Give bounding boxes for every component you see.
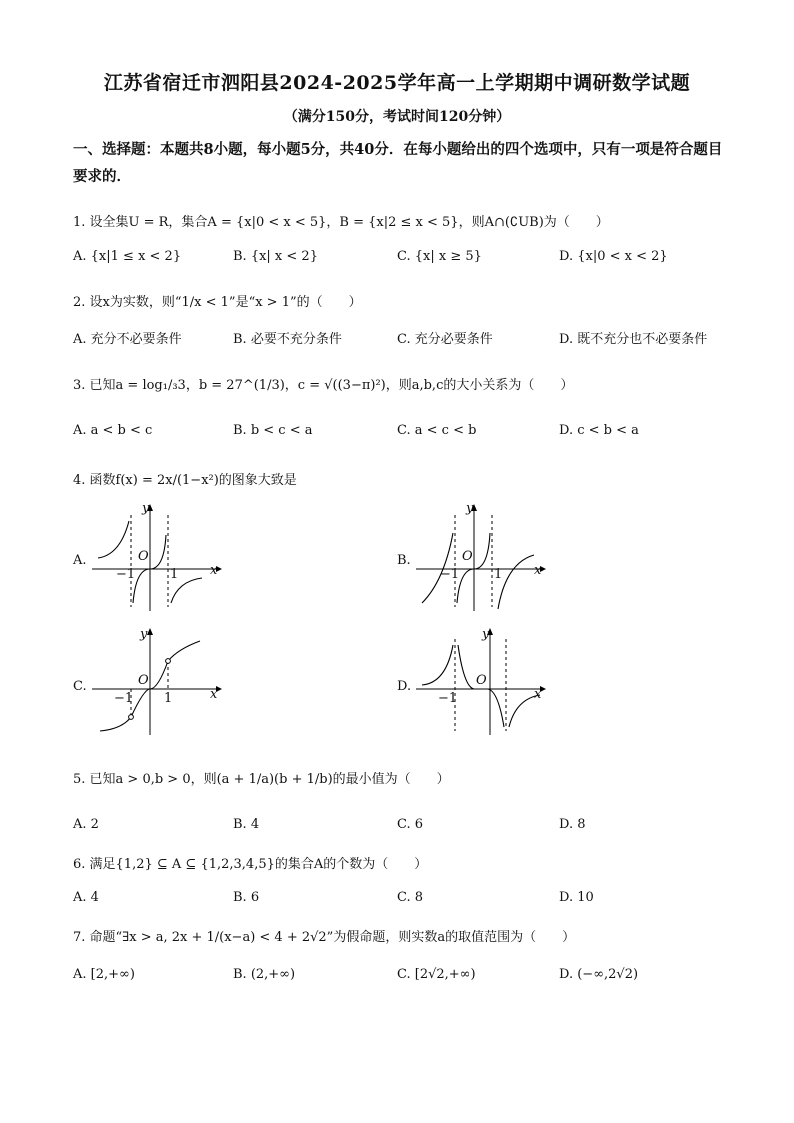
q7-option-b[interactable]: B. (2,+∞) [233,967,296,982]
q5-option-b[interactable]: B. 4 [233,817,260,832]
q3-option-d[interactable]: D. c < b < a [559,423,639,438]
graph-a-origin: O [138,549,149,564]
graph-b-pos1: 1 [494,567,503,582]
graph-b-neg1: −1 [440,567,460,582]
q2-option-a[interactable]: A. 充分不必要条件 [73,332,182,347]
graph-b-origin: O [462,549,473,564]
graph-c-origin: O [138,673,149,688]
q2-option-c[interactable]: C. 充分必要条件 [397,332,493,347]
q3-option-b[interactable]: B. b < c < a [233,423,313,438]
graph-option-a[interactable] [92,503,222,613]
graph-option-c[interactable] [92,627,222,737]
page-title: 江苏省宿迁市泗阳县2024-2025学年高一上学期期中调研数学试题 [103,72,691,94]
graph-option-d[interactable] [416,627,546,737]
section-header: 一、选择题：本题共8小题，每小题5分，共40分．在每小题给出的四个选项中，只有一项是符合题目要求的． [73,141,723,185]
graph-d-y-label: y [482,627,490,642]
question-5-stem: 5. 已知a > 0,b > 0，则(a + 1/a)(b + 1/b)的最小值为（ ） [73,772,450,787]
graph-c-pos1: 1 [164,691,173,706]
q5-option-d[interactable]: D. 8 [559,817,586,832]
q4-option-d-label[interactable]: D. [397,679,412,694]
q1-option-a[interactable]: A. {x|1 ≤ x < 2} [73,249,182,264]
q5-option-c[interactable]: C. 6 [397,817,424,832]
graph-a-pos1: 1 [170,567,179,582]
q5-option-a[interactable]: A. 2 [73,817,99,832]
graph-b-y-label: y [466,501,474,516]
q4-option-a-label[interactable]: A. [73,553,87,568]
graph-b-x-label: x [534,563,542,578]
graph-a-neg1: −1 [116,567,136,582]
question-4-stem: 4. 函数f(x) = 2x/(1−x²)的图象大致是 [73,473,297,488]
q7-option-a[interactable]: A. [2,+∞) [73,967,135,982]
q7-option-d[interactable]: D. (−∞,2√2) [559,967,639,982]
graph-d-origin: O [476,673,487,688]
question-6-stem: 6. 满足{1,2} ⊆ A ⊆ {1,2,3,4,5}的集合A的个数为（ ） [73,857,428,872]
q4-option-b-label[interactable]: B. [397,553,411,568]
graph-a-x-label: x [210,563,218,578]
graph-d-x-label: x [534,687,542,702]
q3-option-c[interactable]: C. a < c < b [397,423,477,438]
question-2-stem: 2. 设x为实数，则“1/x < 1”是“x > 1”的（ ） [73,295,362,310]
q2-option-b[interactable]: B. 必要不充分条件 [233,332,342,347]
graph-c-svg [92,627,222,737]
question-1-stem: 1. 设全集U = R，集合A = {x|0 < x < 5}，B = {x|2 ≤ x < 5}，则A∩(∁UB)为（ ） [73,215,609,230]
graph-a-svg [92,503,222,613]
q6-option-a[interactable]: A. 4 [73,890,99,905]
q3-option-a[interactable]: A. a < b < c [73,423,153,438]
graph-c-x-label: x [210,687,218,702]
q2-option-d[interactable]: D. 既不充分也不必要条件 [559,332,708,347]
graph-c-neg1: −1 [114,691,134,706]
q6-option-c[interactable]: C. 8 [397,890,424,905]
q1-option-b[interactable]: B. {x| x < 2} [233,249,318,264]
graph-c-y-label: y [140,627,148,642]
graph-d-neg1: −1 [438,691,458,706]
graph-a-y-label: y [142,501,150,516]
q1-option-c[interactable]: C. {x| x ≥ 5} [397,249,482,264]
exam-info: （满分150分，考试时间120分钟） [283,109,511,125]
q1-option-d[interactable]: D. {x|0 < x < 2} [559,249,668,264]
q6-option-d[interactable]: D. 10 [559,890,594,905]
graph-option-b[interactable] [416,503,546,613]
q4-option-c-label[interactable]: C. [73,679,87,694]
question-3-stem: 3. 已知a = log₁/₃3，b = 27^(1/3)，c = √((3−π)²)，则a,b,c的大小关系为（ ） [73,378,574,393]
graph-b-svg [416,503,546,613]
q7-option-c[interactable]: C. [2√2,+∞) [397,967,476,982]
q6-option-b[interactable]: B. 6 [233,890,260,905]
question-7-stem: 7. 命题“∃x > a, 2x + 1/(x−a) < 4 + 2√2”为假命题，则实数a的取值范围为（ ） [73,930,576,945]
